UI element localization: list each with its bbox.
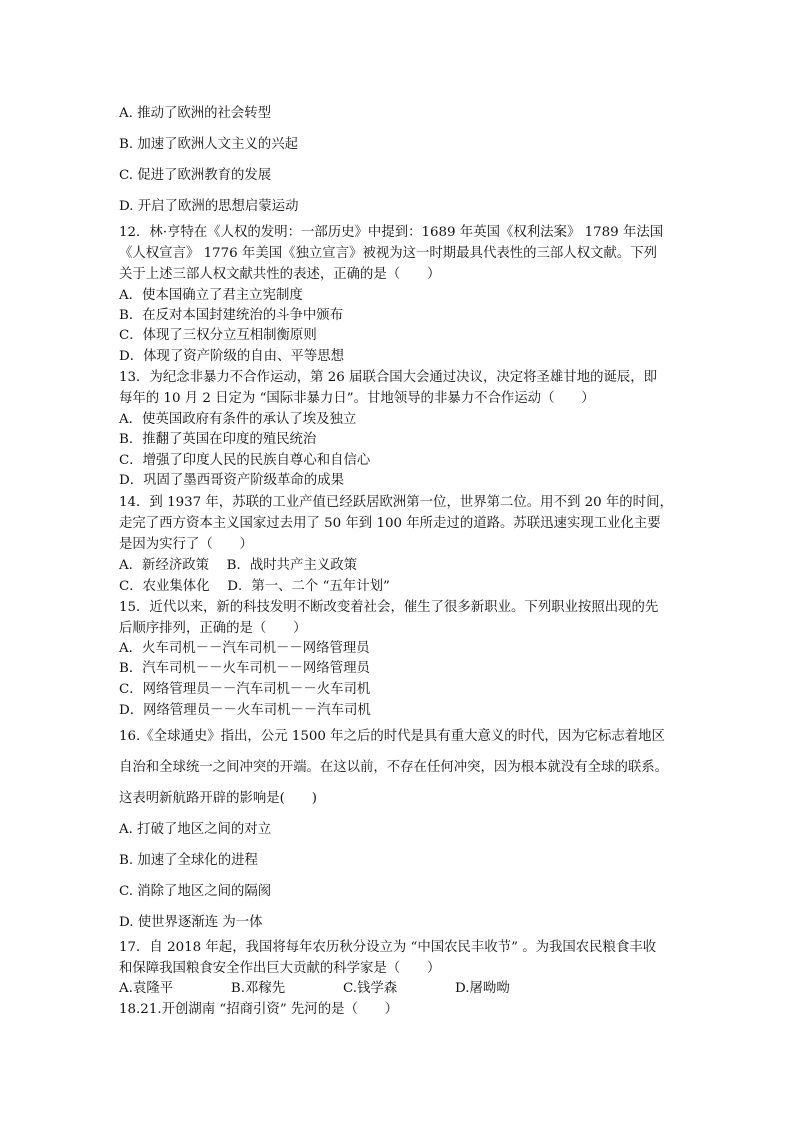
q15-option-d: D．网络管理员－－火车司机－－汽车司机 <box>119 703 371 718</box>
q14-stem-line-1: 14．到 1937 年，苏联的工业产值已经跃居欧洲第一位，世界第二位。用不到 20 年的时间， <box>119 495 673 510</box>
q12-option-c: C．体现了三权分立互相制衡原则 <box>119 328 317 343</box>
q15-option-c: C．网络管理员－－汽车司机－－火车司机 <box>119 682 371 697</box>
q15-stem-line-2: 后顺序排列，正确的是（ ） <box>119 621 307 636</box>
q12-stem-line-1: 12．林·亨特在《人权的发明：一部历史》中提到：1689 年英国《权利法案》 1789 年法国 <box>119 225 664 240</box>
q11-option-c: C. 促进了欧洲教育的发展 <box>119 168 272 183</box>
q12-stem-line-3: 关于上述三部人权文献共性的表述，正确的是（ ） <box>119 267 441 282</box>
q16-stem-line-1: 16.《全球通史》指出，公元 1500 年之后的时代是具有重大意义的时代，因为它标志着地区 <box>119 729 665 744</box>
q14-stem-line-3: 是因为实行了（ ） <box>119 537 253 552</box>
q13-option-b: B．推翻了英国在印度的殖民统治 <box>119 432 317 447</box>
q17-options: A.袁隆平 B.邓稼先 C.钱学森 D.屠呦呦 <box>119 981 510 996</box>
q12-option-b: B．在反对本国封建统治的斗争中颁布 <box>119 308 344 323</box>
q17-stem-line-2: 和保障我国粮食安全作出巨大贡献的科学家是（ ） <box>119 961 441 976</box>
q11-option-a: A. 推动了欧洲的社会转型 <box>119 106 272 121</box>
q13-option-c: C．增强了印度人民的民族自尊心和自信心 <box>119 453 371 468</box>
q11-option-d: D. 开启了欧洲的思想启蒙运动 <box>119 199 299 214</box>
q16-option-a: A. 打破了地区之间的对立 <box>119 822 272 837</box>
q12-option-a: A．使本国确立了君主立宪制度 <box>119 288 303 303</box>
q13-option-d: D．巩固了墨西哥资产阶级革命的成果 <box>119 473 344 488</box>
q16-option-b: B. 加速了全球化的进程 <box>119 853 258 868</box>
q14-options-cd: C．农业集体化 D．第一、二个 “五年计划” <box>119 579 390 594</box>
q18-stem: 18.21.开创湖南 “招商引资” 先河的是（ ） <box>119 1002 399 1017</box>
q12-stem-line-2: 《人权宣言》 1776 年美国《独立宣言》被视为这一时期最具代表性的三部人权文献。下列 <box>119 246 658 261</box>
q15-option-a: A．火车司机－－汽车司机－－网络管理员 <box>119 641 370 656</box>
q14-options-ab: A．新经济政策 B．战时共产主义政策 <box>119 558 358 573</box>
q12-option-d: D．体现了资产阶级的自由、平等思想 <box>119 349 344 364</box>
q14-stem-line-2: 走完了西方资本主义国家过去用了 50 年到 100 年所走过的道路。苏联迅速实现工业化主要 <box>119 516 661 531</box>
q13-stem-line-2: 每年的 10 月 2 日定为 “国际非暴力日”。甘地领导的非暴力不合作运动（ ） <box>119 391 595 406</box>
q16-option-c: C. 消除了地区之间的隔阂 <box>119 884 272 899</box>
q16-option-d: D. 使世界逐渐连 为一体 <box>119 915 263 930</box>
q15-option-b: B．汽车司机－－火车司机－－网络管理员 <box>119 661 370 676</box>
q11-option-b: B. 加速了欧洲人文主义的兴起 <box>119 137 299 152</box>
q13-stem-line-1: 13．为纪念非暴力不合作运动，第 26 届联合国大会通过决议，决定将圣雄甘地的诞辰，即 <box>119 370 658 385</box>
q16-stem-line-3: 这表明新航路开辟的影响是( ) <box>119 791 317 806</box>
q17-stem-line-1: 17．自 2018 年起，我国将每年农历秋分设立为 “中国农民丰收节” 。为我国农民粮食丰收 <box>119 940 657 955</box>
q16-stem-line-2: 自治和全球统一之间冲突的开端。在这以前，不存在任何冲突，因为根本就没有全球的联系。 <box>119 760 669 775</box>
q13-option-a: A．使英国政府有条件的承认了埃及独立 <box>119 412 357 427</box>
q15-stem-line-1: 15．近代以来，新的科技发明不断改变着社会，催生了很多新职业。下列职业按照出现的先 <box>119 600 659 615</box>
